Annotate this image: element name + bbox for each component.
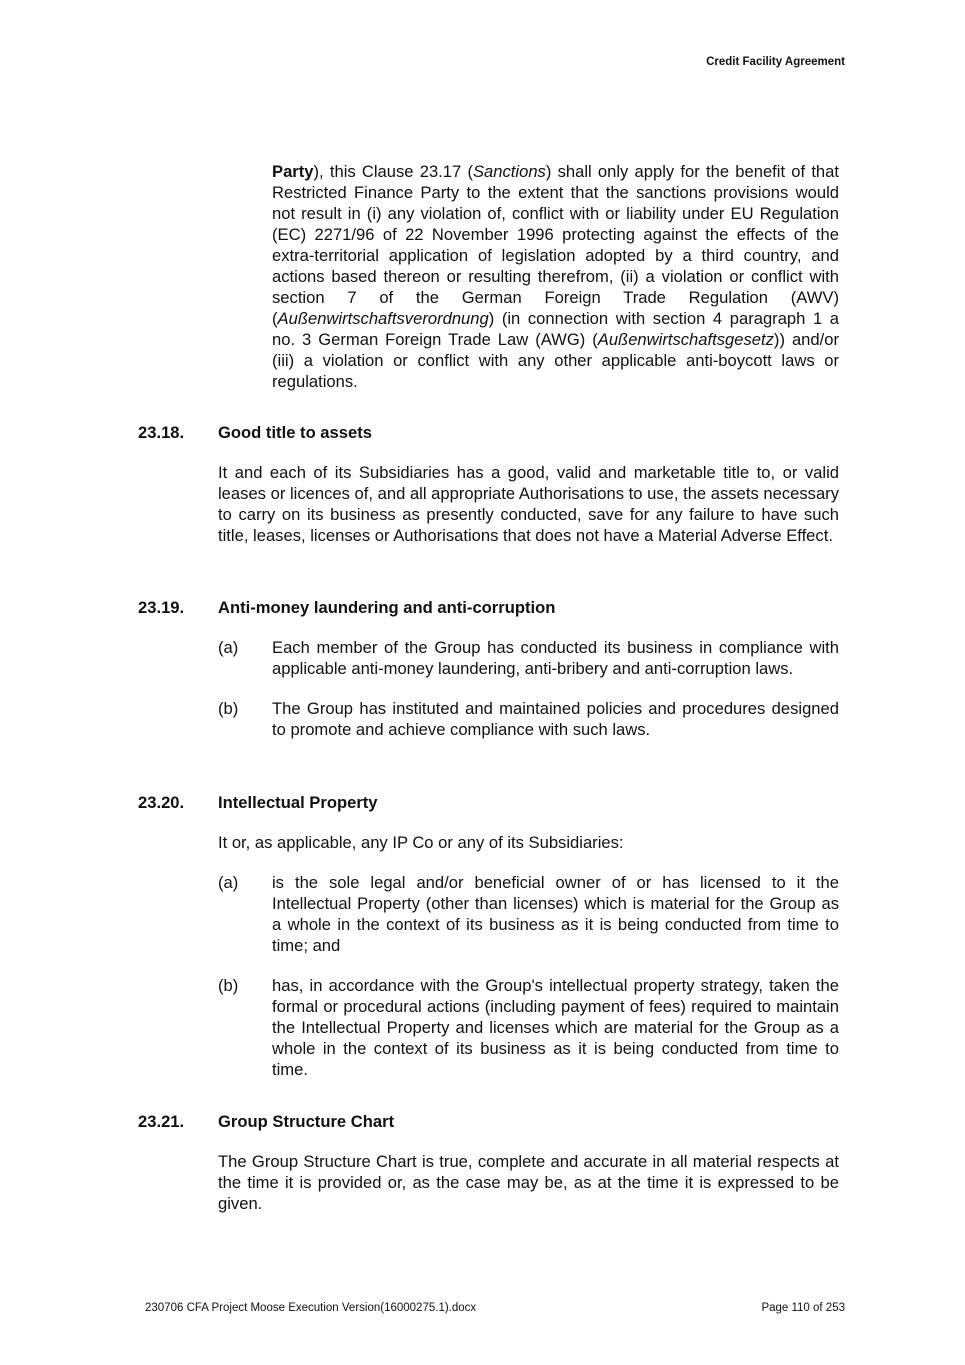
- running-header: Credit Facility Agreement: [706, 56, 845, 68]
- list-label: (a): [218, 638, 239, 657]
- italic-term-awg: Außenwirtschaftsgesetz: [597, 330, 774, 349]
- sanctions-continuation-paragraph: [272, 161, 839, 392]
- list-text: The Group has instituted and maintained policies and procedures designed to promote and achieve compliance with such laws.: [272, 699, 839, 739]
- intro-text-3: ) (in connection with section 4 paragraph 1 a no. 3 German Foreign Trade Law (AWG) (: [272, 309, 839, 349]
- section-number: 23.18.: [138, 423, 185, 442]
- section-heading: [138, 792, 839, 813]
- list-label: (b): [218, 976, 239, 995]
- section-number: 23.20.: [138, 793, 185, 812]
- list-text: Each member of the Group has conducted its business in compliance with applicable anti-money laundering, anti-bribery and anti-corruption laws.: [272, 638, 839, 678]
- footer-page-number: Page 110 of 253: [761, 1302, 845, 1314]
- list-item-a: [218, 637, 839, 679]
- intro-text-2: ) shall only apply for the benefit of that Restricted Finance Party to the extent that the sanctions provisions would not result in (i) any violation of, conflict with or liability under EU Regulation (EC) 2271/96 of 22 November 1996 protecting against the effects of the extra-territorial application of legislation adopted by a third country, and actions based thereon or resulting therefrom, (ii) a violation or conflict with section 7 of the German Foreign Trade Regulation (AWV) (: [272, 162, 839, 328]
- list-label: (b): [218, 699, 239, 718]
- list-label: (a): [218, 873, 239, 892]
- section-paragraph: The Group Structure Chart is true, complete and accurate in all material respects at the time it is provided or, as the case may be, as at the time it is expressed to be given.: [218, 1152, 839, 1213]
- section-23-18: [138, 422, 839, 546]
- section-23-21: [138, 1111, 839, 1214]
- section-number: 23.19.: [138, 598, 185, 617]
- section-title: Intellectual Property: [218, 793, 378, 812]
- footer-filename: 230706 CFA Project Moose Execution Version(16000275.1).docx: [145, 1302, 477, 1314]
- list-item-b: [218, 698, 839, 740]
- bold-term: Party: [272, 162, 314, 181]
- section-heading: [138, 1111, 839, 1132]
- section-heading: [138, 422, 839, 443]
- section-23-19: [138, 597, 839, 740]
- italic-term-sanctions: Sanctions: [472, 162, 546, 181]
- list-item-a: [218, 872, 839, 956]
- section-paragraph: It and each of its Subsidiaries has a good, valid and marketable title to, or valid leases or licences of, and all appropriate Authorisations to use, the assets necessary to carry on its business as presently conducted, save for any failure to have such title, leases, licenses or Authorisations that does not have a Material Adverse Effect.: [218, 463, 839, 545]
- intro-text-1: ), this Clause 23.17 (: [313, 162, 473, 181]
- list-text: is the sole legal and/or beneficial owner of or has licensed to it the Intellectual Property (other than licenses) which is material for the Group as a whole in the context of its business as it is being conducted from time to time; and: [272, 873, 839, 955]
- section-heading: [138, 597, 839, 618]
- section-paragraph: It or, as applicable, any IP Co or any of its Subsidiaries:: [218, 833, 624, 852]
- section-title: Group Structure Chart: [218, 1112, 395, 1131]
- list-item-b: [218, 975, 839, 1080]
- section-number: 23.21.: [138, 1112, 185, 1131]
- intro-text-4: )) and/or (iii) a violation or conflict with any other applicable anti-boycott laws or regulations.: [272, 330, 839, 391]
- section-title: Good title to assets: [218, 423, 372, 442]
- section-23-20: [138, 792, 839, 1080]
- italic-term-awv: Außenwirtschaftsverordnung: [277, 309, 489, 328]
- list-text: has, in accordance with the Group's intellectual property strategy, taken the formal or procedural actions (including payment of fees) required to maintain the Intellectual Property and licenses which are material for the Group as a whole in the context of its business as it is being conducted from time to time.: [272, 976, 839, 1079]
- section-title: Anti-money laundering and anti-corruption: [218, 598, 556, 617]
